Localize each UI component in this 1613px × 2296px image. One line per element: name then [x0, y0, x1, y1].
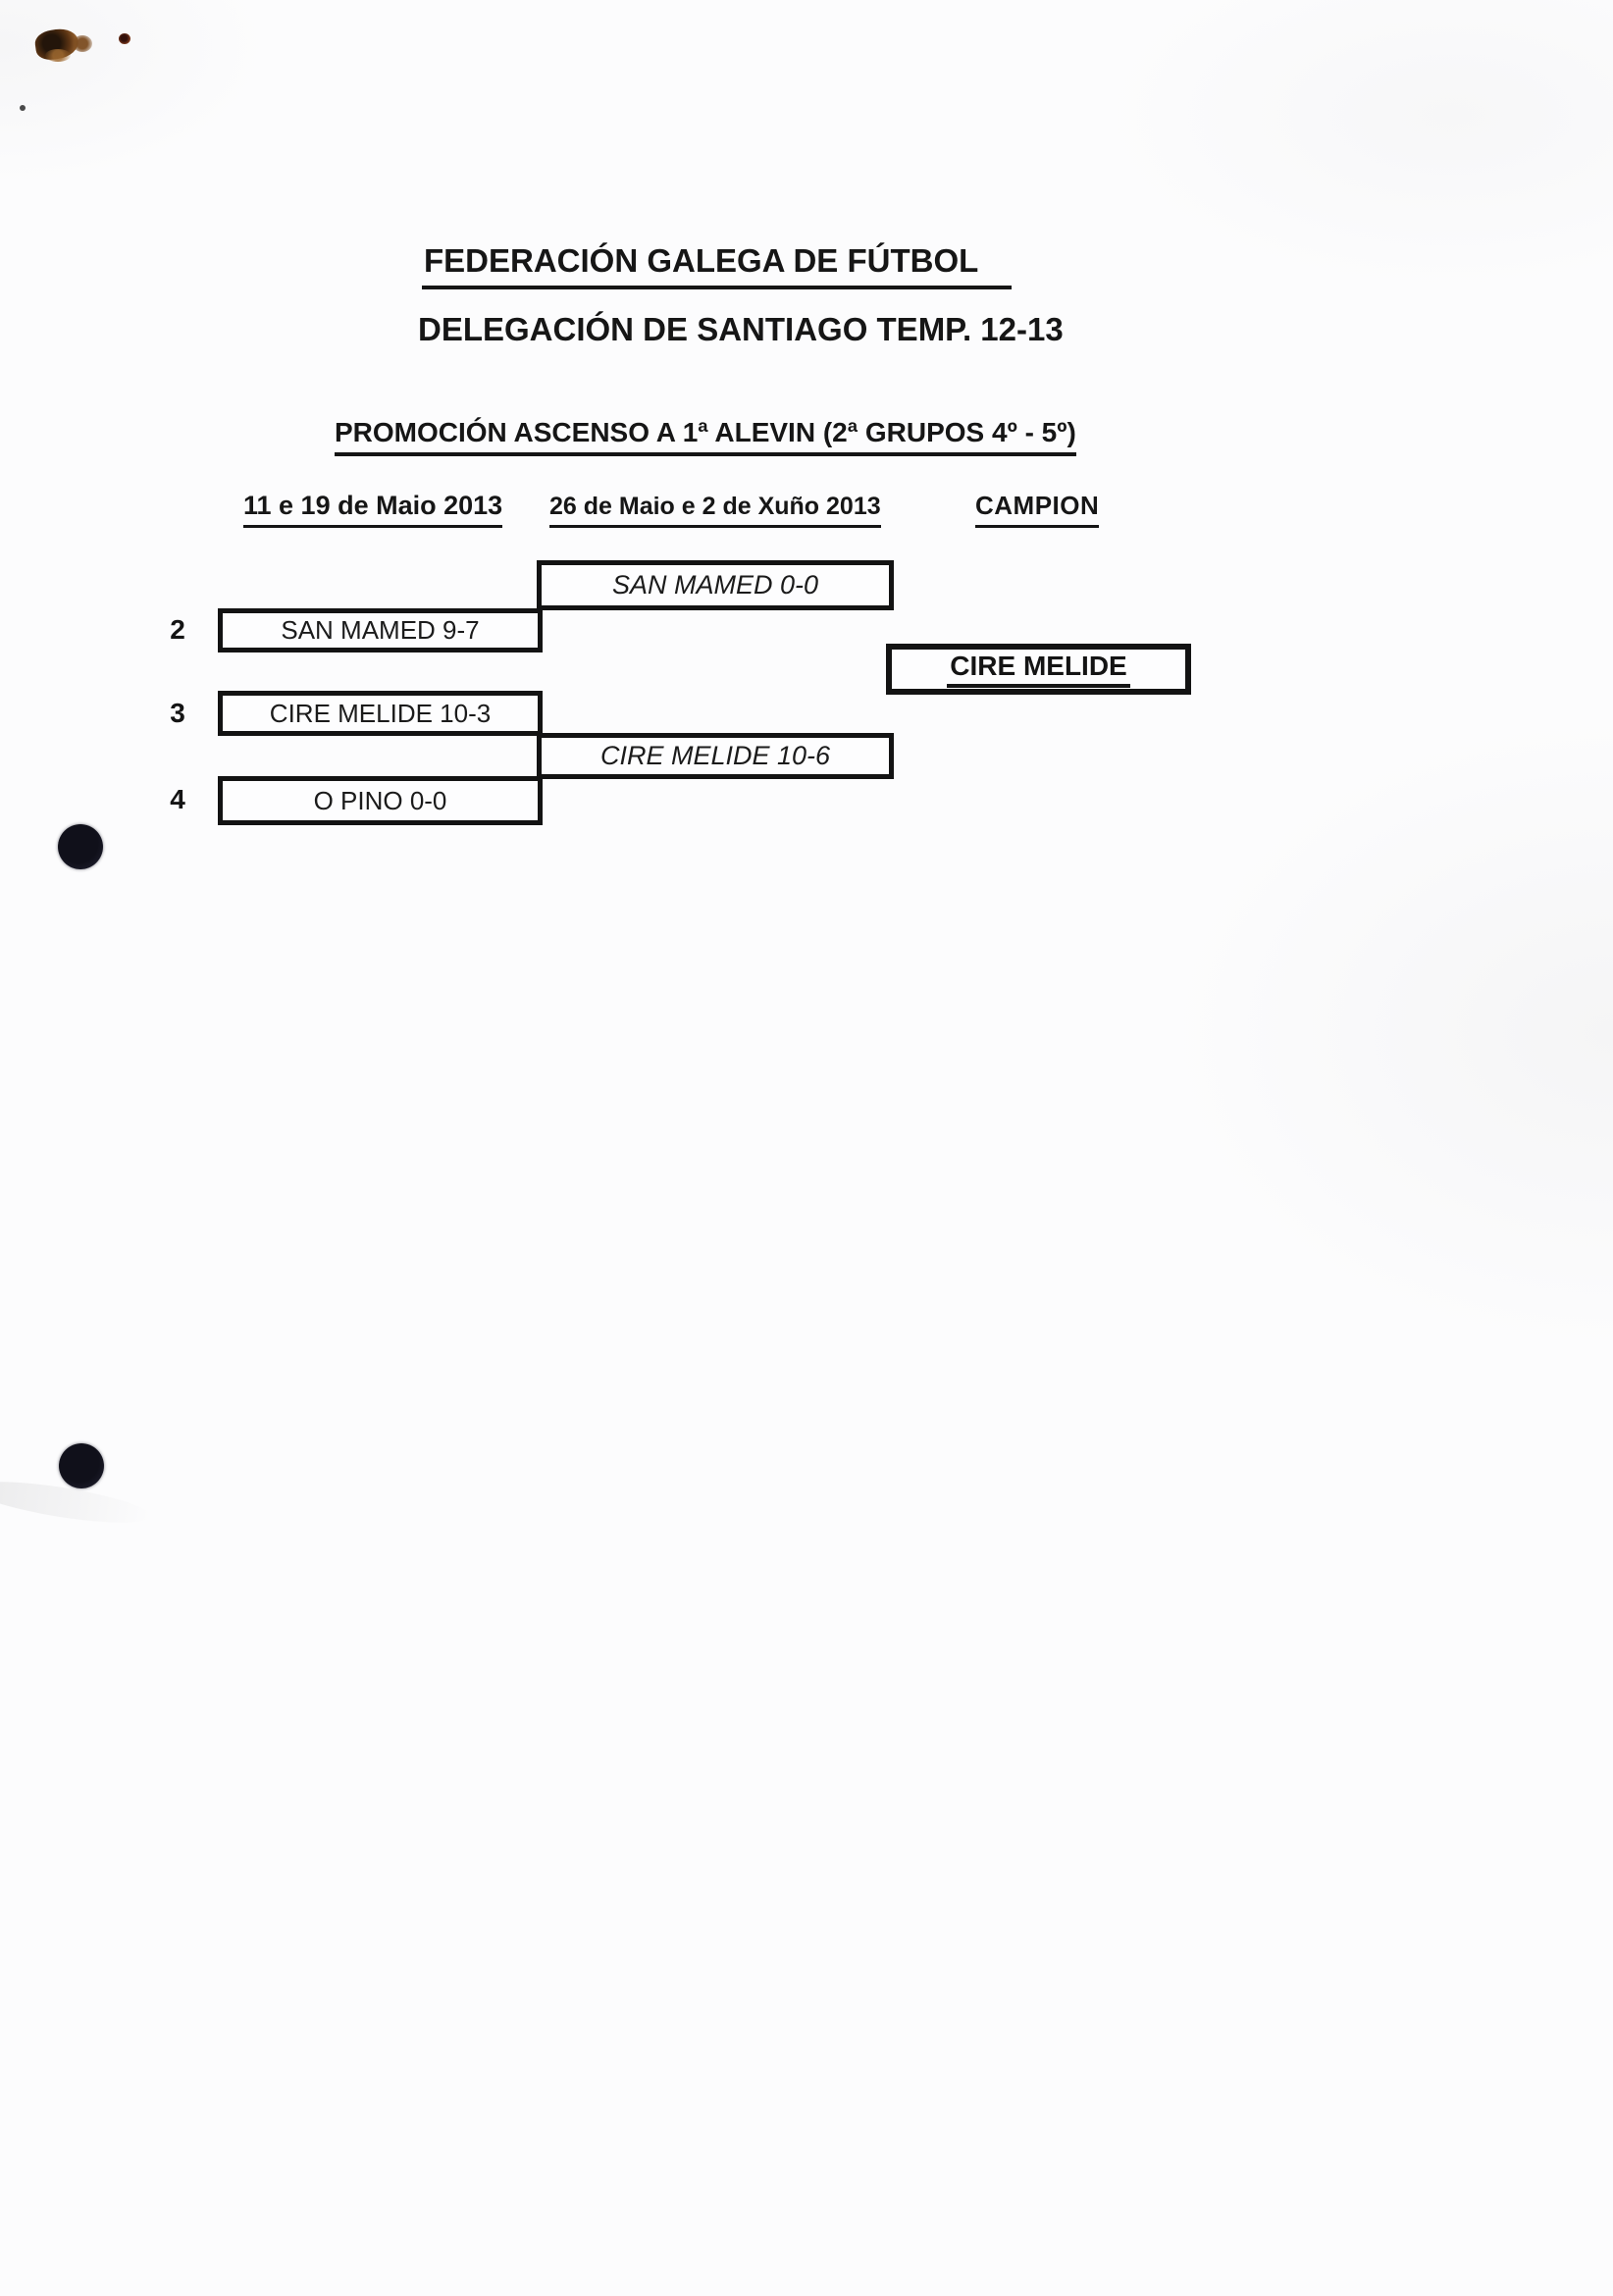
column-header-round1 — [243, 491, 502, 528]
competition-title-text: PROMOCIÓN ASCENSO A 1ª ALEVIN (2ª GRUPOS 4º - 5º) — [335, 417, 1076, 456]
ink-stain-lobe — [73, 35, 92, 52]
champion-team — [947, 651, 1129, 688]
paper-speck — [20, 105, 26, 111]
match-box-seed-4 — [218, 776, 543, 825]
column-header-champion-text: CAMPION — [975, 491, 1099, 528]
seed-4-result: O PINO 0-0 — [313, 785, 447, 815]
seed-2-result: SAN MAMED 9-7 — [281, 615, 480, 645]
champion-team-text: CIRE MELIDE — [947, 651, 1129, 688]
column-header-champion — [975, 491, 1099, 528]
seed-number-3: 3 — [170, 698, 185, 728]
match-box-seed-3 — [218, 691, 543, 736]
delegation-subtitle — [418, 311, 1064, 348]
delegation-subtitle-text: DELEGACIÓN DE SANTIAGO TEMP. 12-13 — [418, 311, 1064, 347]
competition-title — [335, 417, 1076, 456]
champion-box — [886, 644, 1191, 695]
hole-punch-bottom — [59, 1443, 104, 1488]
column-header-round2 — [549, 493, 881, 528]
match-box-seed-2 — [218, 608, 543, 652]
seed-3-result: CIRE MELIDE 10-3 — [269, 698, 492, 728]
semifinal-box-1 — [537, 560, 894, 610]
semifinal-2-result: CIRE MELIDE 10-6 — [599, 741, 831, 770]
ink-speck — [119, 33, 130, 44]
federation-title-text: FEDERACIÓN GALEGA DE FÚTBOL — [422, 242, 1012, 289]
seed-number-4: 4 — [170, 784, 185, 814]
federation-title — [422, 242, 1012, 289]
column-header-round2-text: 26 de Maio e 2 de Xuño 2013 — [549, 493, 881, 528]
seed-number-2: 2 — [170, 614, 185, 645]
hole-punch-top — [58, 824, 103, 869]
ink-stain-lobe — [45, 49, 71, 62]
semifinal-box-2 — [537, 733, 894, 779]
semifinal-1-result: SAN MAMED 0-0 — [611, 570, 819, 600]
column-header-round1-text: 11 e 19 de Maio 2013 — [243, 491, 502, 528]
